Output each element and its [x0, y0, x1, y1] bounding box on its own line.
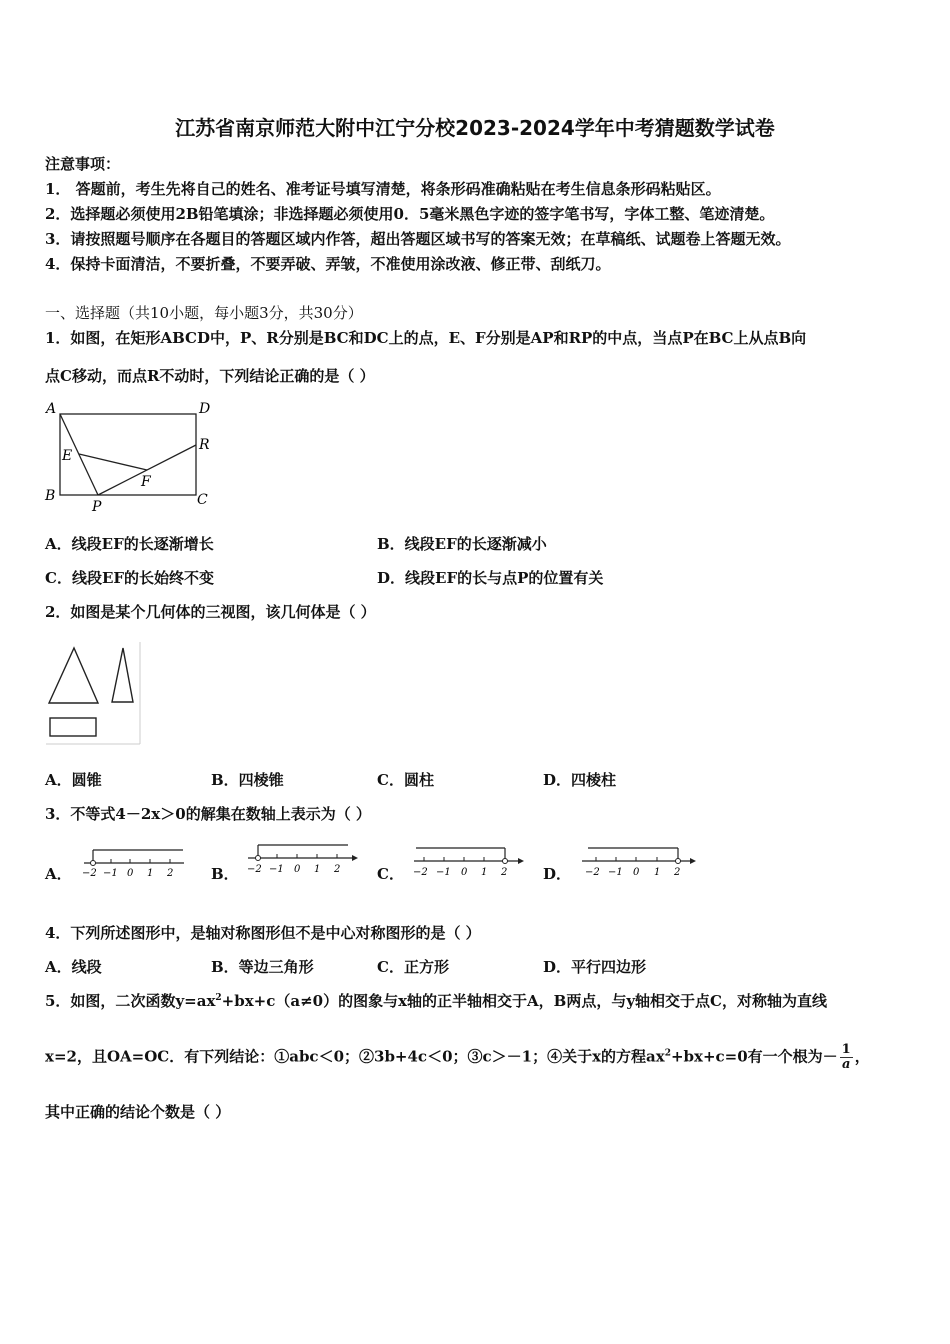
tick-label: 1: [147, 868, 154, 879]
notice-item-2: 2．选择题必须使用2B铅笔填涂；非选择题必须使用0．5毫米黑色字迹的签字笔书写，字体工整、笔迹清楚。: [45, 205, 775, 223]
superscript: 2: [664, 1048, 671, 1059]
tick-label: −2: [82, 868, 97, 879]
label-d: D: [199, 401, 211, 417]
q3-number-line-a: [78, 844, 188, 880]
q5-text: x=2，且OA=OC．有下列结论：①abc＜0；②3b+4c＜0；③c＞－1；④关于x的方程ax: [45, 1047, 665, 1066]
tick-label: 0: [294, 864, 301, 875]
tick-label: −2: [413, 867, 428, 878]
q3-option-d: D．: [543, 865, 572, 883]
tick-label: −2: [247, 864, 262, 875]
label-c: C: [197, 492, 208, 508]
q5-text: 5．如图，二次函数y=ax: [45, 992, 216, 1010]
tick-label: 1: [481, 867, 488, 878]
q3-option-b: B．: [211, 865, 239, 883]
q3-number-line-d: [578, 840, 700, 880]
q5-line-3: 其中正确的结论个数是（ ）: [45, 1103, 231, 1121]
tick-label: −1: [269, 864, 284, 875]
q5-line-1: [45, 990, 827, 1011]
q5-text: ，: [854, 1047, 870, 1066]
q2-three-views-figure: [44, 640, 144, 746]
tick-label: −1: [608, 867, 623, 878]
q5-line-2: [45, 1043, 870, 1072]
q1-line-2: 点C移动，而点R不动时，下列结论正确的是（ ）: [45, 367, 375, 385]
q1-option-a: A．线段EF的长逐渐增长: [45, 535, 214, 553]
q5-text: +bx+c（a≠0）的图象与x轴的正半轴相交于A，B两点，与y轴相交于点C，对称轴为直线: [221, 992, 827, 1010]
q3-number-line-c: [410, 840, 525, 880]
q1-option-c: C．线段EF的长始终不变: [45, 569, 215, 587]
tick-label: 0: [127, 868, 134, 879]
page-title: 江苏省南京师范大附中江宁分校2023-2024学年中考猜题数学试卷: [175, 116, 775, 140]
notice-heading: 注意事项：: [45, 155, 121, 173]
tick-label: 2: [501, 867, 508, 878]
q1-option-d: D．线段EF的长与点P的位置有关: [377, 569, 604, 587]
label-b: B: [45, 488, 56, 504]
q3-number-line-b: [244, 838, 359, 878]
q2-question: 2．如图是某个几何体的三视图，该几何体是（ ）: [45, 603, 376, 621]
label-r: R: [199, 437, 210, 453]
label-a: A: [46, 401, 57, 417]
tick-label: 1: [314, 864, 321, 875]
fraction-numerator: 1: [841, 1042, 851, 1057]
q3-question: 3．不等式4－2x＞0的解集在数轴上表示为（ ）: [45, 805, 371, 823]
fraction-denominator: a: [841, 1057, 851, 1072]
q3-option-c: C．: [377, 865, 404, 883]
superscript: 2: [215, 993, 222, 1003]
q2-option-a: A．圆锥: [45, 771, 102, 789]
q4-option-c: C．正方形: [377, 958, 449, 976]
q4-option-d: D．平行四边形: [543, 958, 647, 976]
q4-question: 4．下列所述图形中，是轴对称图形但不是中心对称图形的是（ ）: [45, 924, 481, 942]
q2-option-d: D．四棱柱: [543, 771, 617, 789]
tick-label: −1: [436, 867, 451, 878]
tick-label: 0: [633, 867, 640, 878]
q4-option-b: B．等边三角形: [211, 958, 314, 976]
label-e: E: [62, 448, 73, 464]
q2-option-b: B．四棱锥: [211, 771, 284, 789]
tick-label: 2: [167, 868, 174, 879]
fraction: [840, 1043, 853, 1072]
tick-label: −1: [103, 868, 118, 879]
tick-label: 0: [461, 867, 468, 878]
q3-option-a: A．: [45, 865, 72, 883]
tick-label: 1: [654, 867, 661, 878]
q1-option-b: B．线段EF的长逐渐减小: [377, 535, 547, 553]
q4-option-a: A．线段: [45, 958, 102, 976]
notice-item-1: 1． 答题前，考生先将自己的姓名、准考证号填写清楚，将条形码准确粘贴在考生信息条形码粘贴区。: [45, 180, 721, 198]
notice-item-4: 4．保持卡面清洁，不要折叠，不要弄破、弄皱，不准使用涂改液、修正带、刮纸刀。: [45, 255, 611, 273]
q2-option-c: C．圆柱: [377, 771, 434, 789]
tick-label: 2: [334, 864, 341, 875]
q1-line-1: 1．如图，在矩形ABCD中，P、R分别是BC和DC上的点，E、F分别是AP和RP的中点，当点P在BC上从点B向: [45, 329, 807, 347]
q1-rectangle-figure: [42, 398, 222, 516]
section-heading: 一、选择题（共10小题，每小题3分，共30分）: [45, 304, 363, 322]
notice-item-3: 3．请按照题号顺序在各题目的答题区域内作答，超出答题区域书写的答案无效；在草稿纸、试题卷上答题无效。: [45, 230, 791, 248]
label-f: F: [141, 474, 151, 490]
tick-label: 2: [674, 867, 681, 878]
q5-text: +bx+c=0有一个根为－: [670, 1047, 838, 1066]
label-p: P: [92, 499, 102, 515]
tick-label: −2: [585, 867, 600, 878]
